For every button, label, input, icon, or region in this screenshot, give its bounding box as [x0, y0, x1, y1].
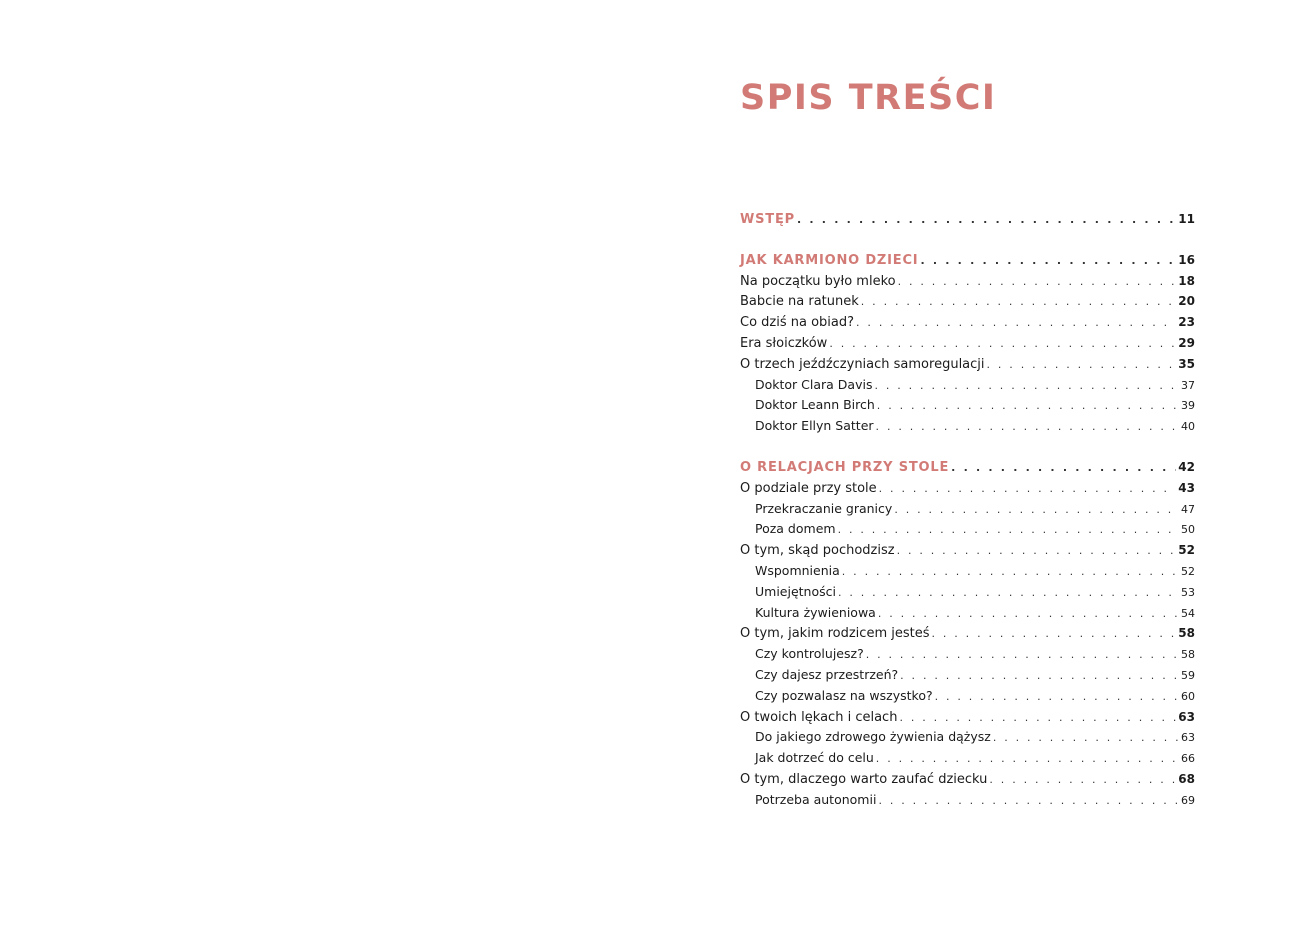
toc-page-number: 54 [1181, 606, 1195, 620]
toc-chapter-heading[interactable] [740, 250, 1195, 271]
toc-page-number: 42 [1178, 459, 1195, 474]
toc-entry[interactable] [740, 291, 1195, 312]
dot-leader [878, 604, 1179, 625]
dot-leader [877, 396, 1179, 417]
dot-leader [842, 562, 1179, 583]
toc-page-number: 69 [1181, 793, 1195, 807]
toc-entry-label: Poza domem [755, 521, 836, 537]
toc-page-number: 63 [1181, 731, 1195, 745]
dot-leader [898, 272, 1177, 293]
dot-leader [879, 479, 1177, 500]
dot-leader [920, 251, 1176, 272]
toc-entry[interactable] [740, 623, 1195, 644]
toc-entry-label: JAK KARMIONO DZIECI [740, 252, 919, 268]
toc-page-number: 35 [1178, 356, 1195, 371]
toc-page-number: 40 [1181, 420, 1195, 434]
toc-page-number: 39 [1181, 399, 1195, 413]
toc-subentry[interactable] [740, 727, 1195, 748]
toc-subentry[interactable] [740, 519, 1195, 540]
toc-entry-label: Umiejętności [755, 583, 836, 599]
dot-leader [932, 624, 1177, 645]
toc-entry-label: O podziale przy stole [740, 480, 877, 496]
toc-subentry[interactable] [740, 665, 1195, 686]
toc-entry-label: Doktor Clara Davis [755, 376, 873, 392]
dot-leader [900, 666, 1179, 687]
toc-chapter-heading[interactable] [740, 209, 1195, 230]
toc-entry[interactable] [740, 769, 1195, 790]
toc-subentry[interactable] [740, 790, 1195, 811]
dot-leader [829, 334, 1176, 355]
toc-page-number: 58 [1181, 648, 1195, 662]
toc-page-number: 29 [1178, 335, 1195, 350]
toc-page-number: 11 [1178, 212, 1195, 226]
toc-subentry[interactable] [740, 375, 1195, 396]
toc-page-number: 50 [1181, 523, 1195, 537]
toc-page-number: 52 [1178, 543, 1195, 558]
toc-subentry[interactable] [740, 499, 1195, 520]
dot-leader [874, 376, 1179, 397]
toc-entry[interactable] [740, 540, 1195, 561]
dot-leader [899, 708, 1176, 729]
toc-entry[interactable] [740, 354, 1195, 375]
dot-leader [838, 583, 1179, 604]
toc-entry-label: O twoich lękach i celach [740, 709, 898, 725]
toc-subentry[interactable] [740, 644, 1195, 665]
toc-page-number: 16 [1178, 252, 1195, 267]
toc-entry[interactable] [740, 333, 1195, 354]
toc-section [740, 457, 1195, 811]
toc-subentry[interactable] [740, 686, 1195, 707]
toc-entry-label: Co dziś na obiad? [740, 315, 855, 331]
toc-entry-label: O tym, skąd pochodzisz [740, 543, 895, 559]
toc-entry[interactable] [740, 312, 1195, 333]
dot-leader [987, 355, 1177, 376]
toc-entry-label: O tym, jakim rodzicem jesteś [740, 626, 930, 642]
toc-subentry[interactable] [740, 603, 1195, 624]
dot-leader [951, 458, 1176, 479]
toc-page-number: 59 [1181, 668, 1195, 682]
dot-leader [935, 687, 1179, 708]
toc-page-number: 60 [1181, 689, 1195, 703]
toc-entry-label: Era słoiczków [740, 335, 828, 351]
dot-leader [989, 770, 1176, 791]
toc-page-number: 58 [1178, 626, 1195, 641]
toc-entry-label: Czy kontrolujesz? [755, 646, 864, 662]
toc-page-number: 20 [1178, 294, 1195, 309]
toc-entry-label: Kultura żywieniowa [755, 604, 876, 620]
toc-entry-label: Przekraczanie granicy [755, 500, 893, 516]
toc-entry-label: Jak dotrzeć do celu [755, 750, 874, 766]
toc-subentry[interactable] [740, 395, 1195, 416]
toc-page-number: 23 [1178, 315, 1195, 330]
toc-page-number: 68 [1178, 771, 1195, 786]
toc-entry-label: O tym, dlaczego warto zaufać dziecku [740, 771, 988, 787]
dot-leader [861, 292, 1177, 313]
toc-page-number: 18 [1178, 273, 1195, 288]
toc-entry-label: Babcie na ratunek [740, 294, 859, 310]
toc-entry-label: Do jakiego zdrowego żywienia dążysz [755, 729, 991, 745]
dot-leader [866, 645, 1179, 666]
toc-entry-label: Czy pozwalasz na wszystko? [755, 687, 933, 703]
toc-subentry[interactable] [740, 748, 1195, 769]
toc-page-number: 43 [1178, 480, 1195, 495]
toc-section [740, 209, 1195, 230]
toc-entry-label: Czy dajesz przestrzeń? [755, 666, 899, 682]
toc-chapter-heading[interactable] [740, 457, 1195, 478]
toc-entry[interactable] [740, 271, 1195, 292]
toc-entry[interactable] [740, 478, 1195, 499]
toc-page-number: 47 [1181, 502, 1195, 516]
toc-subentry[interactable] [740, 582, 1195, 603]
dot-leader [876, 417, 1179, 438]
toc-section [740, 250, 1195, 437]
table-of-contents [740, 209, 1195, 811]
toc-page-number: 53 [1181, 585, 1195, 599]
page-title: SPIS TREŚCI [740, 78, 997, 118]
toc-entry-label: Doktor Ellyn Satter [755, 418, 874, 434]
toc-page-number: 37 [1181, 378, 1195, 392]
toc-entry-label: Wspomnienia [755, 562, 840, 578]
dot-leader [856, 313, 1176, 334]
toc-entry-label: O trzech jeźdźczyniach samoregulacji [740, 356, 985, 372]
toc-entry-label: Potrzeba autonomii [755, 791, 877, 807]
toc-entry-label: Na początku było mleko [740, 273, 896, 289]
dot-leader [894, 500, 1179, 521]
toc-entry-label: O RELACJACH PRZY STOLE [740, 459, 950, 475]
toc-entry-label: Doktor Leann Birch [755, 397, 875, 413]
toc-page-number: 63 [1178, 709, 1195, 724]
dot-leader [797, 210, 1176, 231]
toc-page-number: 52 [1181, 564, 1195, 578]
dot-leader [878, 791, 1179, 812]
toc-entry-label: WSTĘP [740, 212, 795, 227]
toc-page-number: 66 [1181, 752, 1195, 766]
dot-leader [993, 728, 1179, 749]
dot-leader [876, 749, 1179, 770]
toc-entry[interactable] [740, 707, 1195, 728]
dot-leader [838, 520, 1179, 541]
toc-subentry[interactable] [740, 561, 1195, 582]
toc-subentry[interactable] [740, 416, 1195, 437]
dot-leader [897, 541, 1177, 562]
